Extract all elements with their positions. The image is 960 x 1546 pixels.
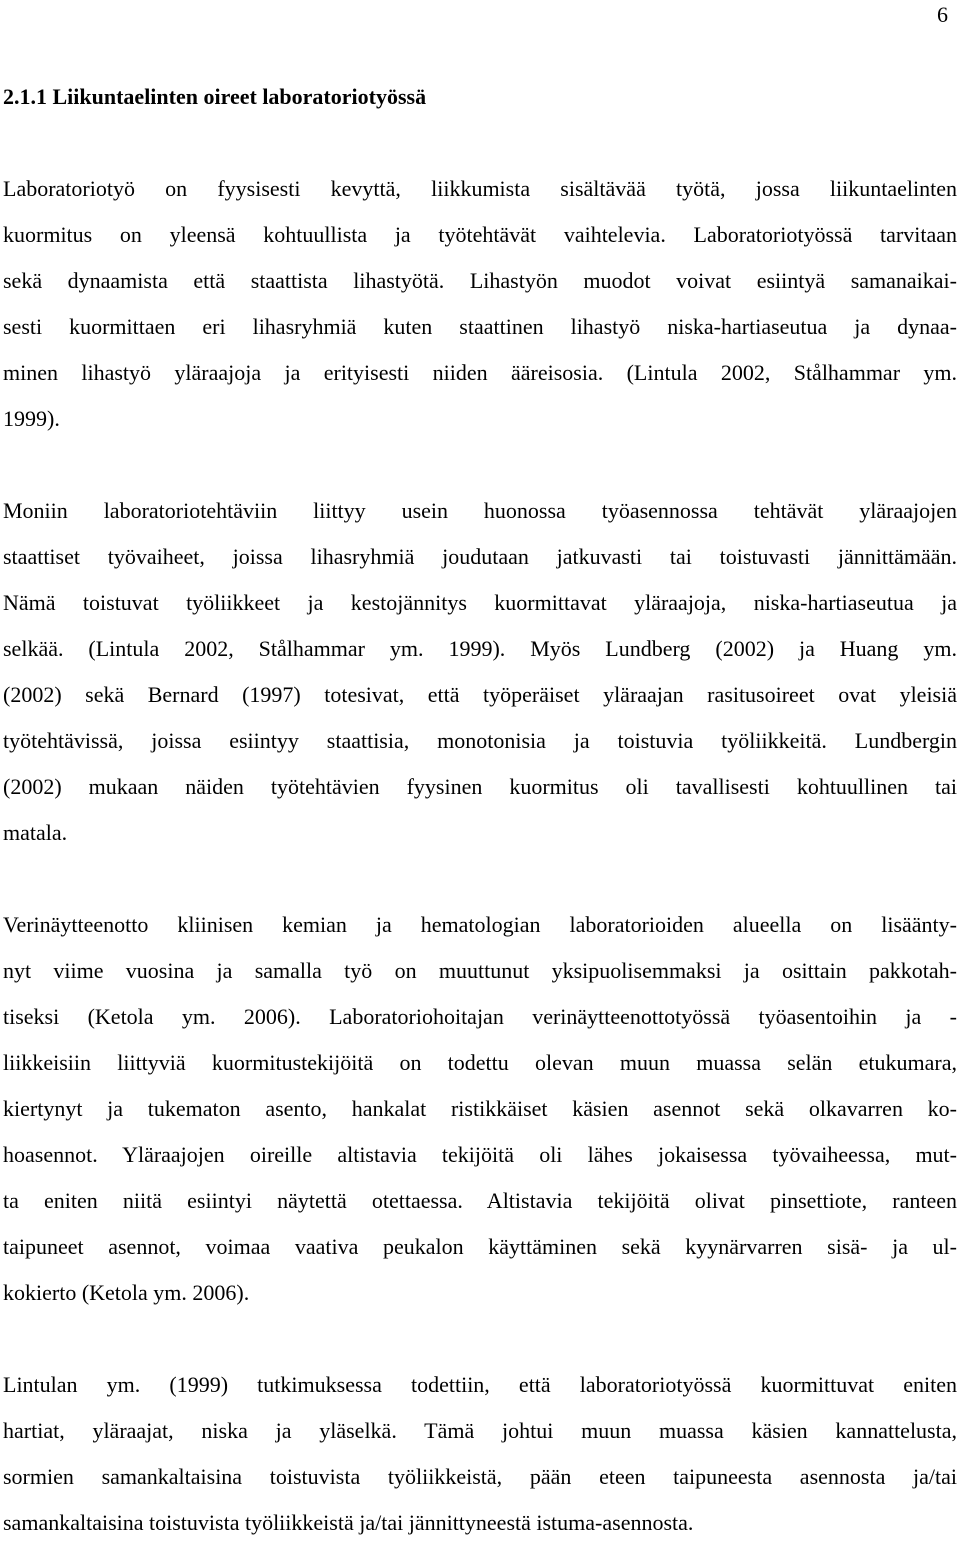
paragraph-line: 1999). bbox=[3, 406, 60, 431]
document-body bbox=[3, 74, 957, 1546]
paragraph-line: Moniin laboratoriotehtäviin liittyy usein huonossa työasennossa tehtävät yläraajojen bbox=[3, 498, 957, 523]
paragraph-line: sormien samankaltaisina toistuvista työliikkeistä, pään eteen taipuneesta asennosta ja/tai bbox=[3, 1464, 957, 1489]
paragraph-line: (2002) mukaan näiden työtehtävien fyysinen kuormitus oli tavallisesti kohtuullinen tai bbox=[3, 774, 957, 799]
paragraph-line: staattiset työvaiheet, joissa lihasryhmiä joudutaan jatkuvasti tai toistuvasti jännittämään. bbox=[3, 544, 957, 569]
paragraph-line: nyt viime vuosina ja samalla työ on muuttunut yksipuolisemmaksi ja osittain pakkotah- bbox=[3, 958, 957, 983]
paragraph-gap bbox=[3, 442, 957, 488]
page-number: 6 bbox=[937, 2, 948, 27]
paragraph-line: (2002) sekä Bernard (1997) totesivat, että työperäiset yläraajan rasitusoireet ovat yleisiä bbox=[3, 682, 957, 707]
paragraph-gap bbox=[3, 1316, 957, 1362]
paragraph-line: kuormitus on yleensä kohtuullista ja työtehtävät vaihtelevia. Laboratoriotyössä tarvitaan bbox=[3, 222, 957, 247]
paragraph-line: taipuneet asennot, voimaa vaativa peukalon käyttäminen sekä kyynärvarren sisä- ja ul- bbox=[3, 1234, 957, 1259]
paragraph-line: samankaltaisina toistuvista työliikkeistä ja/tai jännittyneestä istuma-asennosta. bbox=[3, 1510, 694, 1535]
paragraph-line: matala. bbox=[3, 820, 68, 845]
paragraph-line: hartiat, yläraajat, niska ja yläselkä. Tämä johtui muun muassa käsien kannattelusta, bbox=[3, 1418, 957, 1443]
spacer bbox=[3, 120, 957, 166]
paragraph-line: minen lihastyö yläraajoja ja erityisesti niiden ääreisosia. (Lintula 2002, Stålhammar ym. bbox=[3, 360, 957, 385]
paragraph-line: hoasennot. Yläraajojen oireille altistavia tekijöitä oli lähes jokaisessa työvaiheessa, mut- bbox=[3, 1142, 957, 1167]
paragraph-line: Laboratoriotyö on fyysisesti kevyttä, liikkumista sisältävää työtä, jossa liikuntaelinten bbox=[3, 176, 957, 201]
paragraph-line: liikkeisiin liittyviä kuormitustekijöitä on todettu olevan muun muassa selän etukumara, bbox=[3, 1050, 957, 1075]
paragraphs bbox=[3, 166, 957, 1546]
paragraph bbox=[3, 1362, 957, 1546]
paragraph-line: kokierto (Ketola ym. 2006). bbox=[3, 1280, 250, 1305]
paragraph-line: tiseksi (Ketola ym. 2006). Laboratoriohoitajan verinäytteenottotyössä työasentoihin ja - bbox=[3, 1004, 957, 1029]
paragraph-line: Verinäytteenotto kliinisen kemian ja hematologian laboratorioiden alueella on lisäänty- bbox=[3, 912, 957, 937]
paragraph bbox=[3, 488, 957, 856]
paragraph-line: Lintulan ym. (1999) tutkimuksessa todettiin, että laboratoriotyössä kuormittuvat eniten bbox=[3, 1372, 957, 1397]
paragraph-line: sesti kuormittaen eri lihasryhmiä kuten staattinen lihastyö niska-hartiaseutua ja dynaa- bbox=[3, 314, 957, 339]
paragraph bbox=[3, 902, 957, 1316]
paragraph-line: selkää. (Lintula 2002, Stålhammar ym. 1999). Myös Lundberg (2002) ja Huang ym. bbox=[3, 636, 957, 661]
paragraph-line: työtehtävissä, joissa esiintyy staattisia, monotonisia ja toistuvia työliikkeitä. Lundbergin bbox=[3, 728, 957, 753]
paragraph-line: kiertynyt ja tukematon asento, hankalat ristikkäiset käsien asennot sekä olkavarren ko- bbox=[3, 1096, 957, 1121]
paragraph-line: Nämä toistuvat työliikkeet ja kestojännitys kuormittavat yläraajoja, niska-hartiaseutua ja bbox=[3, 590, 957, 615]
paragraph-line: sekä dynaamista että staattista lihastyötä. Lihastyön muodot voivat esiintyä samanaikai- bbox=[3, 268, 957, 293]
paragraph-gap bbox=[3, 856, 957, 902]
section-heading: 2.1.1 Liikuntaelinten oireet laboratoriotyössä bbox=[3, 84, 427, 109]
paragraph bbox=[3, 166, 957, 442]
paragraph-line: ta eniten niitä esiintyi näytettä otettaessa. Altistavia tekijöitä olivat pinsettiote, ranteen bbox=[3, 1188, 957, 1213]
